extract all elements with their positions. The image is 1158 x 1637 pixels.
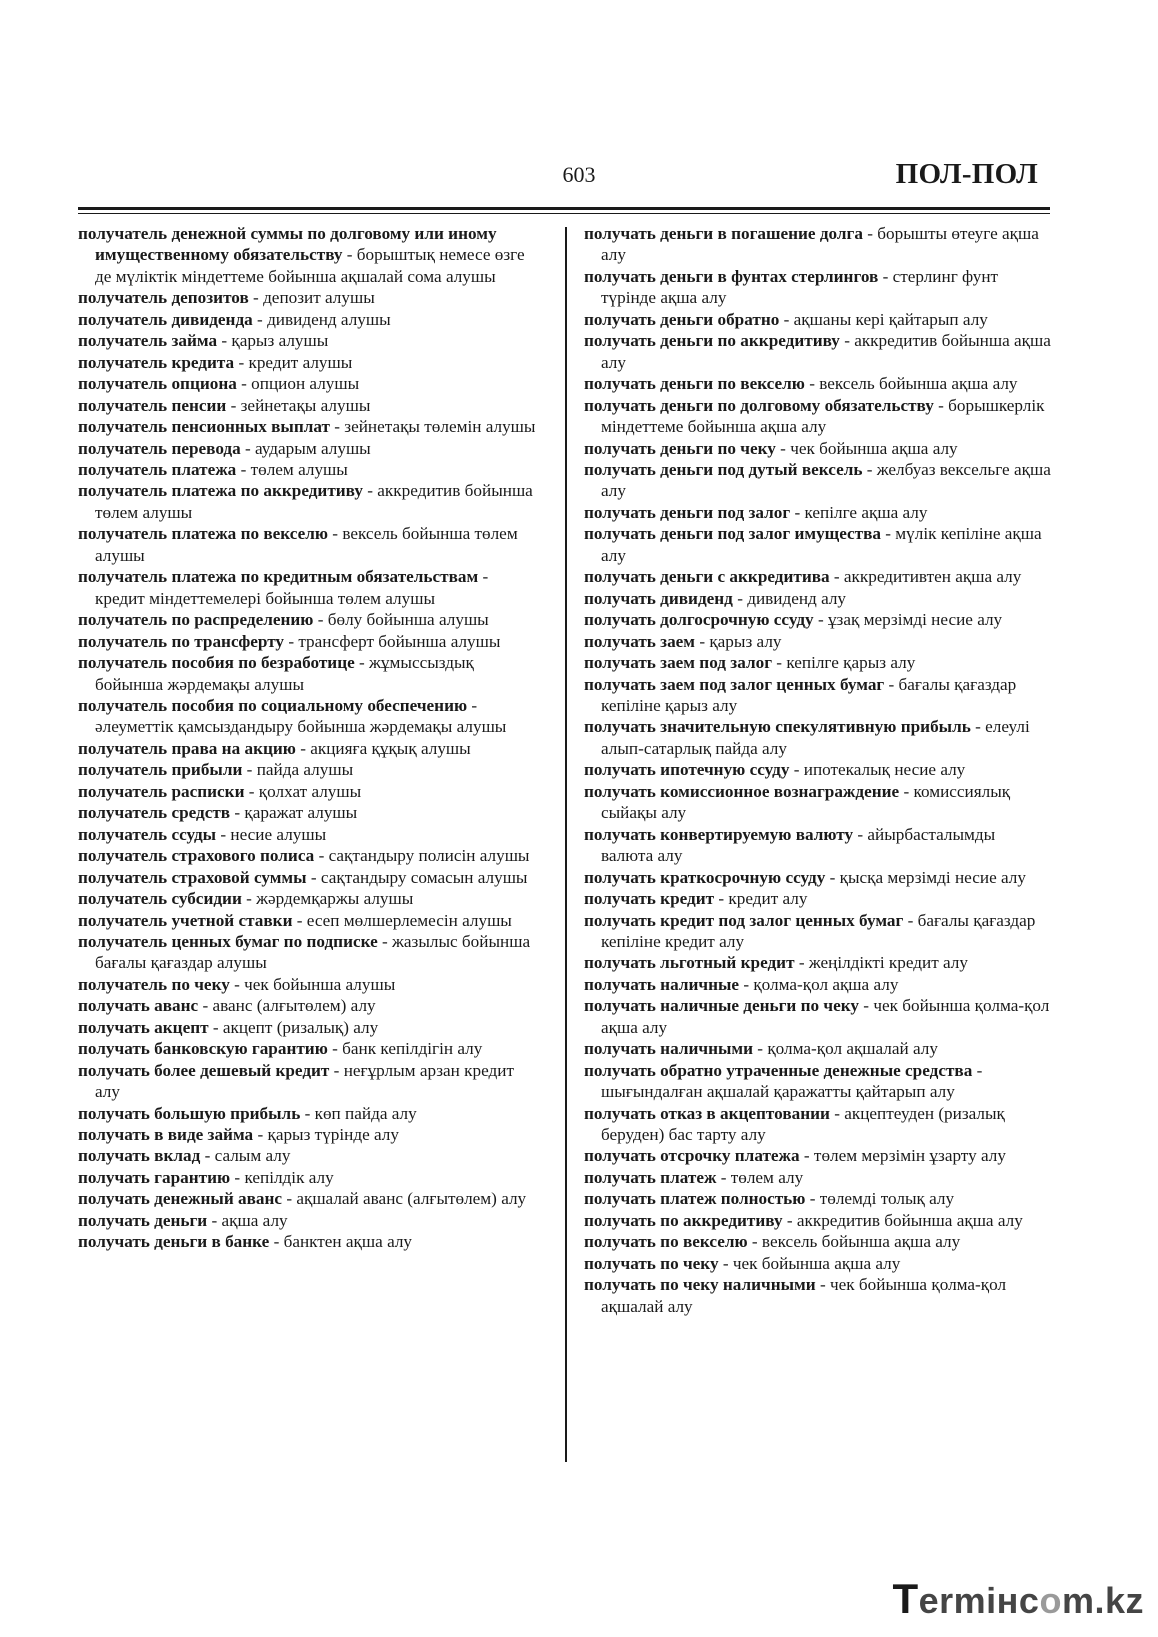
dictionary-entry [78,459,540,480]
entry-definition: - кепілге қарыз алу [772,653,916,673]
entry-term: получатель денежной суммы по долговому или иному имущественному обязательству [78,224,497,265]
dictionary-entry [584,1253,1051,1274]
dictionary-entry [78,438,540,459]
dictionary-entry [584,309,1051,330]
entry-definition: - аванс (алғытөлем) алу [198,996,376,1016]
entry-term: получатель депозитов [78,288,249,308]
entry-term: получать заем [584,631,696,651]
entry-definition: - елеулі алып-сатарлық пайда алу [601,717,1030,758]
dictionary-entry [584,1210,1051,1231]
entry-term: получатель по чеку [78,974,230,994]
dictionary-entry [584,609,1051,630]
dictionary-entry [584,223,1051,266]
entry-term: получатель займа [78,331,218,351]
dictionary-entry [78,1103,540,1124]
entry-definition: - акцияға құқық алушы [295,738,471,758]
entry-term: получать деньги по аккредитиву [584,331,840,351]
entry-definition: - чек бойынша ақша алу [718,1253,901,1273]
dictionary-entry [584,888,1051,909]
dictionary-entry [78,631,540,652]
entry-term: получать платеж [584,1167,717,1187]
entry-term: получать денежный аванс [78,1189,283,1209]
dictionary-entry [584,1038,1051,1059]
dictionary-entry [78,395,540,416]
entry-term: получатель прибыли [78,760,243,780]
entry-definition: - аккредитив бойынша төлем алушы [95,481,533,522]
entry-definition: - жеңілдікті кредит алу [794,953,968,973]
dictionary-entry [78,352,540,373]
entry-term: получать заем под залог [584,653,772,673]
watermark-letter-o: o [1039,1580,1062,1621]
entry-term: получать деньги под дутый вексель [584,459,863,479]
dictionary-entry [584,1188,1051,1209]
entry-term: получать отсрочку платежа [584,1146,800,1166]
entry-term: получать кредит [584,889,715,909]
dictionary-entry [584,952,1051,973]
entry-definition: - төлем алу [716,1167,804,1187]
entry-definition: - төлемді толық алу [805,1189,955,1209]
dictionary-entry [78,738,540,759]
entry-definition: - жұмыссыздық бойынша жәрдемақы алушы [95,653,474,694]
header-rule-thin [78,213,1050,214]
entry-definition: - борышты өтеуге ақша алу [601,224,1039,265]
entry-definition: - сақтандыру сомасын алушы [306,867,528,887]
page-number: 603 [562,162,596,187]
entry-term: получать акцепт [78,1017,209,1037]
entry-term: получатель по трансферту [78,631,285,651]
entry-definition: - қысқа мерзімді несие алу [825,867,1026,887]
entry-term: получатель расписки [78,781,245,801]
entry-term: получатель пенсионных выплат [78,417,330,437]
entry-definition: - чек бойынша алушы [229,974,396,994]
entry-term: получатель субсидии [78,889,242,909]
dictionary-entry [584,1274,1051,1317]
dictionary-entry [78,330,540,351]
entry-term: получать краткосрочную ссуду [584,867,826,887]
dictionary-entry [78,1124,540,1145]
dictionary-entry [78,1145,540,1166]
entry-definition: - стерлинг фунт түрінде ақша алу [601,266,999,308]
entry-term: получать деньги по векселю [584,374,805,394]
entry-term: получатель платежа [78,459,237,479]
entry-definition: - қаражат алушы [230,803,358,823]
entry-term: получатель учетной ставки [78,910,293,930]
entry-definition: - есеп мөлшерлемесін алушы [292,910,512,930]
entry-term: получать комиссионное вознаграждение [584,781,900,801]
entry-definition: - зейнетақы алушы [226,395,371,415]
entry-definition: - вексель бойынша төлем алушы [95,524,518,565]
entry-term: получать деньги по долговому обязательству [584,395,934,415]
entry-definition: - салым алу [200,1146,291,1166]
entry-term: получать значительную спекулятивную прибыль [584,717,971,737]
entry-definition: - ақша алу [207,1210,288,1230]
dictionary-entry [78,480,540,523]
dictionary-entry [584,674,1051,717]
entry-definition: - кепілге ақша алу [790,502,928,522]
entry-definition: - борыштық немесе өзге де мүліктік міндеттеме бойынша ақшалай сома алушы [95,245,525,286]
dictionary-entry [584,1231,1051,1252]
entry-definition: - бағалы қағаздар кепіліне қарыз алу [601,674,1017,715]
dictionary-entry [78,888,540,909]
entry-term: получатель перевода [78,438,241,458]
entry-definition: - аккредитив бойынша ақша алу [782,1210,1023,1230]
entry-term: получать кредит под залог ценных бумаг [584,910,904,930]
dictionary-entry [584,1060,1051,1103]
dictionary-entry [78,931,540,974]
dictionary-entry [584,824,1051,867]
entry-definition: - аударым алушы [240,438,371,458]
entry-term: получать более дешевый кредит [78,1060,330,1080]
entry-term: получать деньги с аккредитива [584,567,830,587]
entry-definition: - дивиденд алу [732,588,847,608]
dictionary-entry [78,609,540,630]
dictionary-entry [78,652,540,695]
dictionary-entry [584,995,1051,1038]
dictionary-entry [584,373,1051,394]
entry-definition: - төлем мерзімін ұзарту алу [799,1146,1006,1166]
dictionary-entry [584,330,1051,373]
entry-definition: - қарыз түрінде алу [253,1125,399,1145]
dictionary-entry [78,416,540,437]
entry-definition: - комиссиялық сыйақы алу [601,781,1011,823]
dictionary-entry [584,438,1051,459]
entry-definition: - қолма-қол ақша алу [739,974,899,994]
entry-term: получатель пособия по безработице [78,653,355,673]
entry-term: получать деньги под залог [584,502,791,522]
entry-definition: - кепілдік алу [230,1167,334,1187]
entry-term: получать по чеку наличными [584,1275,816,1295]
entry-definition: - қарыз алу [695,631,782,651]
entry-definition: - борышкерлік міндеттеме бойынша ақша алу [601,395,1045,437]
watermark-text-end: m.kz [1061,1580,1144,1621]
entry-definition: - желбуаз вексельге ақша алу [601,459,1051,501]
entry-term: получать долгосрочную ссуду [584,610,814,630]
dictionary-entry [584,759,1051,780]
left-column [78,223,540,1253]
entry-definition: - пайда алушы [242,760,354,780]
dictionary-entry [584,566,1051,587]
entry-term: получать по аккредитиву [584,1210,783,1230]
entry-term: получать аванс [78,996,199,1016]
dictionary-entry [78,1210,540,1231]
entry-definition: - жазылыс бойынша бағалы қағаздар алушы [95,931,531,973]
entry-term: получать деньги по чеку [584,438,776,458]
dictionary-entry [584,502,1051,523]
dictionary-entry [78,1188,540,1209]
entry-term: получатель ссуды [78,824,217,844]
header-rule-thick [78,207,1050,210]
dictionary-entry [584,781,1051,824]
entry-definition: - банктен ақша алу [269,1232,413,1252]
right-column [584,223,1051,1317]
dictionary-entry [78,523,540,566]
watermark-text-middle: ermінc [918,1580,1040,1621]
entry-definition: - ақшаны кері қайтарып алу [779,309,988,329]
dictionary-entry [78,309,540,330]
entry-term: получать деньги под залог имущества [584,524,881,544]
entry-term: получать деньги обратно [584,309,780,329]
entry-definition: - қолхат алушы [244,781,362,801]
dictionary-entry [584,588,1051,609]
dictionary-entry [584,631,1051,652]
dictionary-entry [78,802,540,823]
entry-term: получатель платежа по векселю [78,524,328,544]
dictionary-entry [584,266,1051,309]
dictionary-entry [78,1060,540,1103]
entry-term: получать вклад [78,1146,201,1166]
dictionary-entry [78,1231,540,1252]
entry-term: получатель пособия по социальному обеспечению [78,695,468,715]
entry-definition: - аккредитивтен ақша алу [829,567,1022,587]
dictionary-entry [78,1167,540,1188]
entry-definition: - трансферт бойынша алушы [284,631,501,651]
dictionary-entry [78,995,540,1016]
running-head: ПОЛ-ПОЛ [895,158,1038,190]
entry-term: получать деньги в фунтах стерлингов [584,266,879,286]
dictionary-entry [78,223,540,287]
dictionary-entry [78,824,540,845]
dictionary-entry [584,974,1051,995]
entry-term: получать по чеку [584,1253,719,1273]
entry-definition: - акцептеуден (ризалық беруден) бас тарту алу [601,1103,1005,1145]
entry-definition: - аккредитив бойынша ақша алу [601,331,1051,372]
entry-term: получать платеж полностью [584,1189,806,1209]
entry-definition: - банк кепілдігін алу [327,1039,483,1059]
dictionary-entry [584,1145,1051,1166]
dictionary-entry [78,759,540,780]
dictionary-entry [78,867,540,888]
entry-definition: - кредит міндеттемелері бойынша төлем алушы [95,567,489,608]
entry-term: получатель страхового полиса [78,846,315,866]
entry-term: получать обратно утраченные денежные средства [584,1060,973,1080]
entry-definition: - несие алушы [216,824,327,844]
entry-term: получать деньги в банке [78,1232,270,1252]
entry-definition: - депозит алушы [248,288,375,308]
entry-term: получать наличными [584,1039,753,1059]
dictionary-entry [78,910,540,931]
dictionary-entry [584,716,1051,759]
entry-definition: - қолма-қол ақшалай алу [753,1039,938,1059]
dictionary-entry [584,459,1051,502]
dictionary-entry [78,845,540,866]
entry-term: получатель опциона [78,374,237,394]
entry-definition: - бөлу бойынша алушы [313,610,489,630]
entry-term: получать большую прибыль [78,1103,301,1123]
entry-term: получать по векселю [584,1232,748,1252]
entry-term: получать банковскую гарантию [78,1039,328,1059]
entry-term: получатель ценных бумаг по подписке [78,931,378,951]
entry-definition: - ақшалай аванс (алғытөлем) алу [282,1189,527,1209]
dictionary-entry [584,1103,1051,1146]
dictionary-entry [78,695,540,738]
entry-term: получать дивиденд [584,588,733,608]
entry-definition: - зейнетақы төлемін алушы [329,417,536,437]
dictionary-entry [78,566,540,609]
entry-term: получать конвертируемую валюту [584,824,854,844]
entry-term: получатель кредита [78,352,235,372]
dictionary-entry [78,781,540,802]
entry-term: получатель страховой суммы [78,867,307,887]
entry-definition: - кредит алушы [234,352,353,372]
column-divider [565,227,567,1462]
entry-definition: - шығындалған ақшалай қаражатты қайтарып алу [601,1060,983,1102]
entry-definition: - дивиденд алушы [252,309,391,329]
dictionary-entry [584,910,1051,953]
entry-term: получатель по распределению [78,610,314,630]
dictionary-entry [584,652,1051,673]
entry-term: получать ипотечную ссуду [584,760,790,780]
dictionary-entry [78,287,540,308]
entry-definition: - чек бойынша қолма-қол ақшалай алу [601,1275,1007,1316]
entry-term: получать деньги в погашение долга [584,224,863,243]
entry-definition: - чек бойынша қолма-қол ақша алу [601,996,1050,1037]
entry-definition: - вексель бойынша ақша алу [804,374,1018,394]
entry-definition: - вексель бойынша ақша алу [747,1232,961,1252]
entry-definition: - айырбасталымды валюта алу [601,824,996,866]
entry-definition: - әлеуметтік қамсыздандыру бойынша жәрдемақы алушы [95,695,507,737]
entry-term: получатель дивиденда [78,309,253,329]
entry-term: получать гарантию [78,1167,231,1187]
entry-definition: - неғұрлым арзан кредит алу [95,1060,514,1102]
entry-term: получатель пенсии [78,395,227,415]
entry-definition: - қарыз алушы [217,331,329,351]
dictionary-entry [584,867,1051,888]
entry-term: получать отказ в акцептовании [584,1103,830,1123]
entry-term: получатель права на акцию [78,738,296,758]
dictionary-entry [584,1167,1051,1188]
dictionary-entry [584,395,1051,438]
entry-definition: - опцион алушы [236,374,360,394]
entry-term: получатель платежа по кредитным обязательствам [78,567,479,587]
entry-definition: - төлем алушы [236,459,348,479]
entry-definition: - кредит алу [714,889,808,909]
dictionary-entry [78,1017,540,1038]
entry-definition: - көп пайда алу [300,1103,417,1123]
entry-definition: - ипотекалық несие алу [789,760,966,780]
entry-definition: - чек бойынша ақша алу [775,438,958,458]
entry-definition: - бағалы қағаздар кепіліне кредит алу [601,910,1036,951]
entry-term: получатель платежа по аккредитиву [78,481,363,501]
entry-definition: - мүлік кепіліне ақша алу [601,524,1042,565]
watermark-logo [892,1575,1144,1623]
dictionary-entry [78,1038,540,1059]
entry-term: получать в виде займа [78,1125,254,1145]
entry-term: получатель средств [78,803,231,823]
entry-definition: - акцепт (ризалық) алу [208,1017,379,1037]
entry-term: получать заем под залог ценных бумаг [584,674,885,694]
entry-definition: - ұзақ мерзімді несие алу [813,610,1003,630]
entry-term: получать льготный кредит [584,953,795,973]
entry-definition: - жәрдемқаржы алушы [241,889,414,909]
entry-term: получать наличные деньги по чеку [584,996,859,1016]
entry-definition: - сақтандыру полисін алушы [314,846,530,866]
dictionary-entry [584,523,1051,566]
entry-term: получать наличные [584,974,740,994]
dictionary-entry [78,974,540,995]
dictionary-entry [78,373,540,394]
entry-term: получать деньги [78,1210,208,1230]
watermark-letter-t: T [892,1575,919,1622]
